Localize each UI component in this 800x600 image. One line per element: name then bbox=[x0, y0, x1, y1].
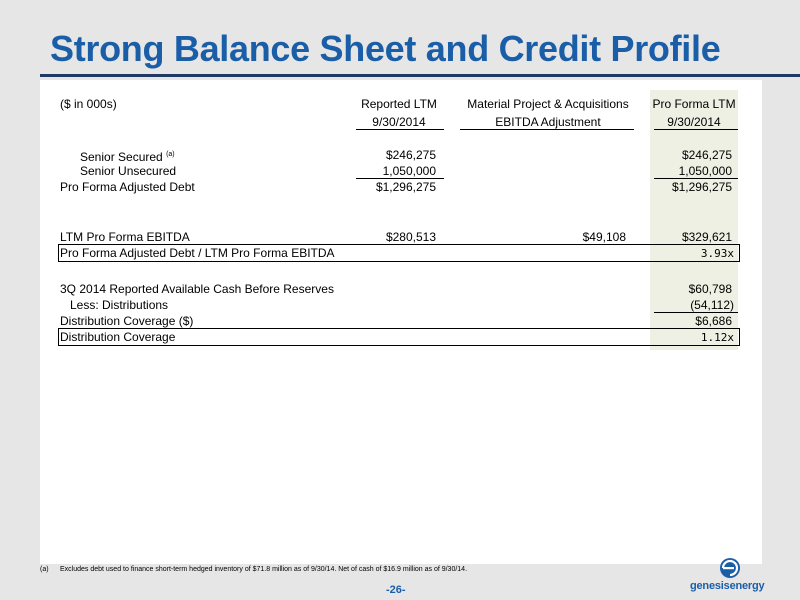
col1-header: Reported LTM bbox=[361, 97, 437, 111]
col3-header: Pro Forma LTM bbox=[652, 97, 736, 111]
row-adjusted-debt-label: Pro Forma Adjusted Debt bbox=[60, 180, 195, 194]
coverage-dollars-value: $6,686 bbox=[695, 314, 732, 328]
adjusted-debt-reported: $1,296,275 bbox=[375, 180, 436, 194]
adjusted-debt-pro-forma: $1,296,275 bbox=[671, 180, 732, 194]
row-senior-secured-label: Senior Secured $^{(a)}$ bbox=[80, 150, 175, 164]
leverage-ratio-value: 3.93x bbox=[700, 247, 734, 260]
row-leverage-label: Pro Forma Adjusted Debt / LTM Pro Forma EBITDA bbox=[60, 246, 335, 260]
page-number: -26- bbox=[386, 584, 406, 596]
title-divider bbox=[40, 74, 800, 77]
ltm-ebitda-pro-forma: $329,621 bbox=[681, 230, 732, 244]
coverage-subtotal-line bbox=[654, 312, 738, 313]
col3-header-underline bbox=[654, 129, 738, 130]
footnote-mark: (a) bbox=[40, 566, 49, 573]
senior-unsecured-reported: 1,050,000 bbox=[382, 164, 436, 178]
row-ltm-ebitda-label: LTM Pro Forma EBITDA bbox=[60, 230, 190, 244]
distributions-value: (54,112) bbox=[690, 298, 734, 312]
senior-secured-reported: $246,275 bbox=[385, 148, 436, 162]
available-cash-value: $60,798 bbox=[688, 282, 732, 296]
col2-header: Material Project & Acquisitions bbox=[467, 97, 629, 111]
row-senior-unsecured-label: Senior Unsecured bbox=[80, 164, 177, 178]
page-title: Strong Balance Sheet and Credit Profile bbox=[50, 28, 721, 69]
row-available-cash-label: 3Q 2014 Reported Available Cash Before Reserves bbox=[60, 282, 334, 296]
col1-header-underline bbox=[356, 129, 444, 130]
footnote-ref: (a) bbox=[166, 151, 175, 158]
debt-subtotal-line-reported bbox=[356, 178, 444, 179]
col2-header-underline bbox=[460, 129, 634, 130]
col3-date: 9/30/2014 bbox=[667, 115, 721, 129]
senior-unsecured-pro-forma: 1,050,000 bbox=[678, 164, 732, 178]
footnote-text: Excludes debt used to finance short-term hedged inventory of $71.8 million as of 9/30/14. Net of cash of $16.9 million as of 9/30/14. bbox=[60, 566, 468, 573]
ltm-ebitda-adjustment: $49,108 bbox=[582, 230, 626, 244]
col2-subheader: EBITDA Adjustment bbox=[495, 115, 601, 129]
coverage-ratio-value: 1.12x bbox=[700, 331, 734, 344]
debt-subtotal-line-pro-forma bbox=[654, 178, 738, 179]
col1-date: 9/30/2014 bbox=[372, 115, 426, 129]
row-coverage-label: Distribution Coverage bbox=[60, 330, 176, 344]
logo-wordmark: genesisenergy bbox=[690, 580, 765, 592]
units-label: ($ in 000s) bbox=[60, 97, 117, 111]
ltm-ebitda-reported: $280,513 bbox=[385, 230, 436, 244]
row-coverage-dollars-label: Distribution Coverage ($) bbox=[60, 314, 194, 328]
row-distributions-label: Less: Distributions bbox=[70, 298, 169, 312]
senior-secured-pro-forma: $246,275 bbox=[681, 148, 732, 162]
